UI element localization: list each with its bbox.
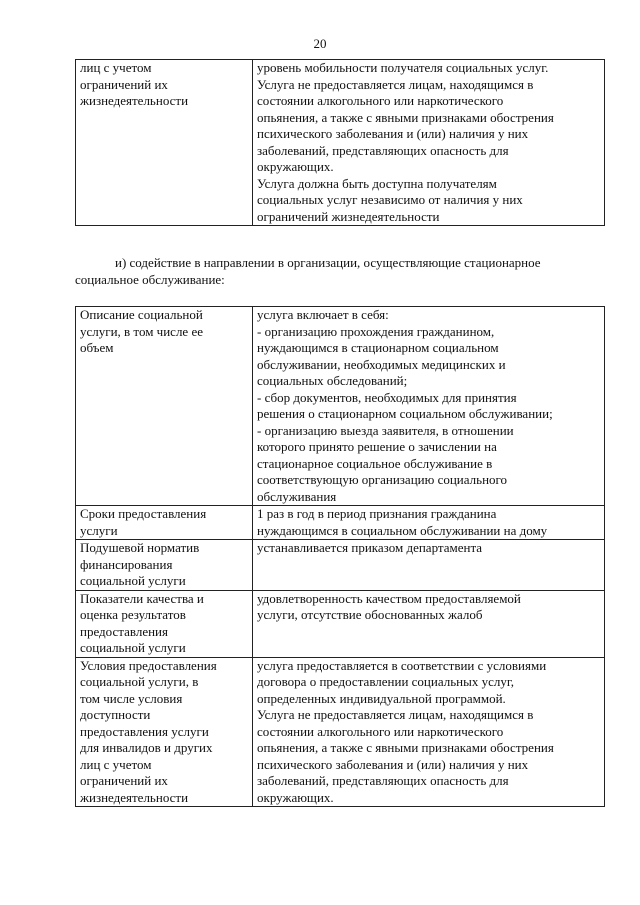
label-line: жизнедеятельности xyxy=(80,789,189,805)
row-value-cell xyxy=(253,307,605,506)
label-line: для инвалидов и других xyxy=(80,740,213,755)
value-line: - организацию выезда заявителя, в отношении xyxy=(257,422,514,438)
table-row xyxy=(76,307,605,506)
row-label-cell xyxy=(76,307,253,506)
paragraph-line: и) содействие в направлении в организации, осуществляющие стационарное xyxy=(115,255,541,270)
value-line: которого принято решение о зачислении на xyxy=(257,439,497,454)
table-row xyxy=(76,506,605,540)
label-line: лиц с учетом xyxy=(80,60,152,75)
bottom-table-body xyxy=(76,307,605,807)
row-label-cell xyxy=(76,60,253,226)
value-line: определенных индивидуальной программой. xyxy=(257,690,506,706)
value-line: ограничений жизнедеятельности xyxy=(257,208,440,224)
label-line: социальной услуги xyxy=(80,573,186,588)
label-line: финансирования xyxy=(80,556,173,572)
value-line: социальных обследований; xyxy=(257,373,408,388)
label-line: предоставления услуги xyxy=(80,723,209,739)
value-line: заболеваний, представляющих опасность для xyxy=(257,773,509,788)
row-value-cell xyxy=(253,657,605,807)
label-line: услуги xyxy=(80,522,118,538)
page-number: 20 xyxy=(313,36,327,51)
value-line: 1 раз в год в период признания гражданина xyxy=(257,506,497,521)
value-line: услуги, отсутствие обоснованных жалоб xyxy=(257,607,483,622)
row-value-cell xyxy=(253,506,605,540)
value-line: услуга включает в себя: xyxy=(257,307,389,322)
label-line: том числе условия xyxy=(80,690,183,706)
value-line: уровень мобильности получателя социальных услуг. xyxy=(257,60,549,75)
value-line: состоянии алкогольного или наркотического xyxy=(257,723,504,739)
table-row xyxy=(76,540,605,591)
value-line: нуждающимся в стационарном социальном xyxy=(257,340,499,355)
label-line: оценка результатов xyxy=(80,607,186,622)
value-line: психического заболевания и (или) наличия у них xyxy=(257,126,529,141)
value-line: стационарное социальное обслуживание в xyxy=(257,455,493,471)
label-line: Описание социальной xyxy=(80,307,203,322)
value-line: услуга предоставляется в соответствии с условиями xyxy=(257,657,547,673)
row-label-cell xyxy=(76,540,253,591)
label-line: Показатели качества и xyxy=(80,590,204,606)
value-line: обслуживании, необходимых медицинских и xyxy=(257,356,506,372)
label-line: социальной услуги, в xyxy=(80,674,199,689)
value-line: состоянии алкогольного или наркотического xyxy=(257,93,504,108)
row-label-cell xyxy=(76,657,253,807)
value-line: устанавливается приказом департамента xyxy=(257,540,483,555)
value-line: опьянения, а также с явными признаками обострения xyxy=(257,740,554,755)
label-line: доступности xyxy=(80,707,151,722)
row-value-cell xyxy=(253,540,605,591)
label-line: Условия предоставления xyxy=(80,657,217,673)
label-line: объем xyxy=(80,340,114,355)
label-line: жизнедеятельности xyxy=(80,93,189,108)
label-line: Сроки предоставления xyxy=(80,506,207,521)
row-label-cell xyxy=(76,590,253,657)
value-line: социальных услуг независимо от наличия у них xyxy=(257,192,523,207)
value-line: - организацию прохождения гражданином, xyxy=(257,323,495,339)
value-line: - сбор документов, необходимых для принятия xyxy=(257,389,517,405)
value-line: обслуживания xyxy=(257,488,337,504)
row-label-cell xyxy=(76,506,253,540)
top-table-body xyxy=(76,60,605,226)
label-line: предоставления xyxy=(80,623,168,639)
value-line: соответствующую организацию социального xyxy=(257,472,508,487)
value-line: удовлетворенность качеством предоставляемой xyxy=(257,590,521,606)
row-value-cell xyxy=(253,590,605,657)
table-row xyxy=(76,590,605,657)
intro-paragraph xyxy=(75,255,605,288)
value-line: окружающих. xyxy=(257,159,334,174)
value-line: Услуга должна быть доступна получателям xyxy=(257,175,497,191)
label-line: Подушевой норматив xyxy=(80,540,200,555)
label-line: лиц с учетом xyxy=(80,756,152,772)
value-line: договора о предоставлении социальных услуг, xyxy=(257,674,514,689)
value-line: окружающих. xyxy=(257,789,334,805)
value-line: нуждающимся в социальном обслуживании на дому xyxy=(257,522,548,538)
label-line: услуги, в том числе ее xyxy=(80,323,203,339)
table-row xyxy=(76,657,605,807)
label-line: ограничений их xyxy=(80,76,168,92)
value-line: опьянения, а также с явными признаками обострения xyxy=(257,109,554,125)
row-value-cell xyxy=(253,60,605,226)
value-line: Услуга не предоставляется лицам, находящимся в xyxy=(257,707,534,722)
value-line: Услуга не предоставляется лицам, находящимся в xyxy=(257,76,534,92)
bottom-table xyxy=(75,306,605,807)
table-row xyxy=(76,60,605,226)
value-line: заболеваний, представляющих опасность для xyxy=(257,142,509,158)
label-line: социальной услуги xyxy=(80,640,186,655)
value-line: психического заболевания и (или) наличия у них xyxy=(257,756,529,772)
paragraph-line: социальное обслуживание: xyxy=(75,271,225,287)
value-line: решения о стационарном социальном обслуживании; xyxy=(257,406,553,421)
label-line: ограничений их xyxy=(80,773,168,788)
top-table xyxy=(75,59,605,226)
